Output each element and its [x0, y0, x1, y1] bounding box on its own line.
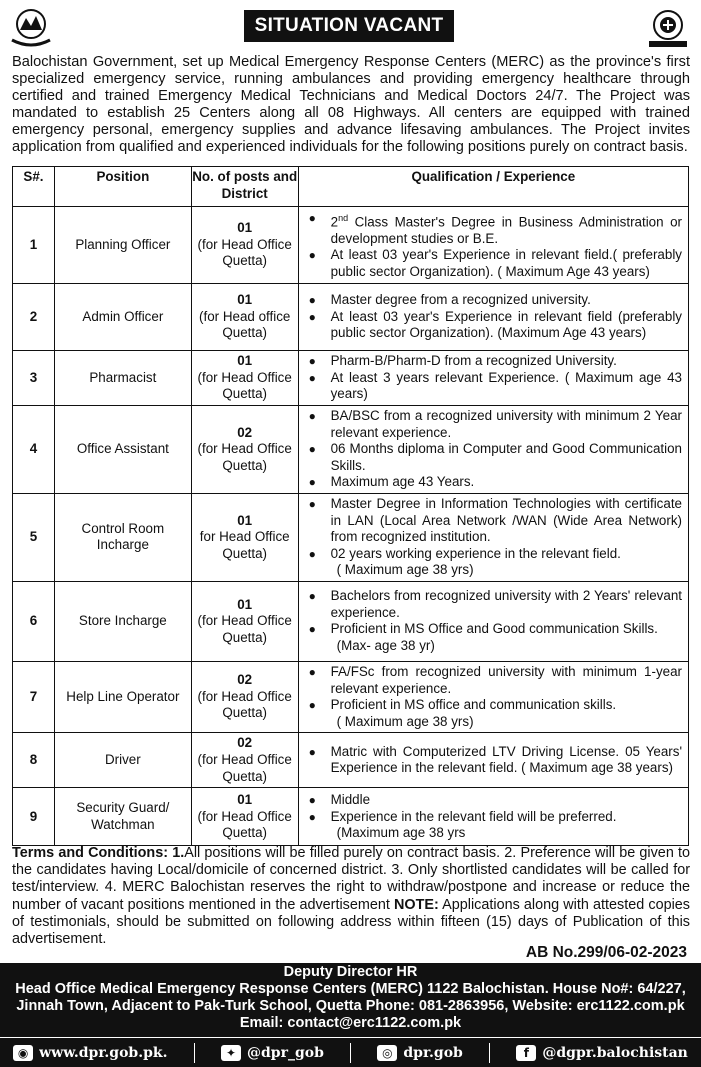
qualification-item	[303, 441, 682, 474]
qualification-text: Bachelors from recognized university with 2 Years' relevant experience.	[330, 588, 682, 620]
row-position: Control Room Incharge	[54, 493, 191, 581]
footer-address-line1: Head Office Medical Emergency Response Centers (MERC) 1122 Balochistan. House No#: 64/227,	[15, 981, 686, 997]
bullet-icon: ●	[308, 409, 316, 423]
table-row	[13, 284, 689, 351]
row-qualification	[298, 788, 688, 846]
row-posts	[191, 733, 298, 788]
posts-location: (for Head Office Quetta)	[197, 441, 292, 473]
note-text: Applications along with attested copies of testimonials, should be submitted on following address within fifteen (15) days of Publication of this advertisement.	[12, 896, 690, 948]
qualification-text: Proficient in MS office and communication skills.	[330, 697, 617, 713]
instagram-icon: ◎	[377, 1045, 397, 1061]
ordinal-suffix: nd	[338, 212, 349, 223]
facebook-text: @dgpr.balochistan	[542, 1044, 688, 1061]
table-row	[13, 351, 689, 406]
row-sno: 9	[13, 788, 55, 846]
bullet-icon: ●	[308, 475, 316, 490]
row-sno: 7	[13, 661, 55, 732]
qualification-item	[303, 697, 682, 714]
posts-location: (for Head Office Quetta)	[197, 613, 292, 645]
row-qualification	[298, 351, 688, 406]
qualification-note: (Max- age 38 yr)	[336, 638, 435, 654]
qualification-text: Middle	[330, 791, 371, 807]
row-qualification	[298, 284, 688, 351]
qualification-item	[303, 664, 682, 697]
globe-icon: ◉	[13, 1045, 33, 1061]
header-position: Position	[54, 167, 191, 207]
qualification-text: Pharm-B/Pharm-D from a recognized University.	[330, 353, 617, 369]
qualification-text: At least 3 years relevant Experience. ( Maximum age 43 years)	[330, 369, 682, 402]
facebook-icon: f	[516, 1045, 536, 1061]
footer-designation: Deputy Director HR	[283, 964, 418, 980]
qualification-item	[303, 474, 682, 491]
terms-label: Terms and Conditions: 1.	[12, 845, 185, 861]
qualification-note: ( Maximum age 38 yrs)	[336, 562, 474, 578]
qualification-item	[303, 292, 682, 309]
qualification-list	[303, 408, 682, 491]
qualification-item	[303, 809, 682, 826]
qualification-text: Proficient in MS Office and Good communication Skills.	[330, 621, 658, 637]
bullet-icon: ●	[308, 442, 316, 457]
qualification-text: Experience in the relevant field will be preferred.	[330, 808, 617, 824]
row-sno: 1	[13, 207, 55, 284]
facebook-link[interactable]	[516, 1045, 687, 1061]
qualification-text: Master degree from a recognized university.	[330, 292, 591, 308]
qualification-list	[303, 664, 682, 714]
qualification-item	[303, 588, 682, 621]
qualification-text: FA/FSc from recognized university with minimum 1-year relevant experience.	[330, 663, 682, 696]
qualification-text: Class Master's Degree in Business Administration or development studies or B.E.	[330, 214, 682, 246]
bullet-icon: ●	[308, 354, 316, 369]
qualification-list	[303, 210, 682, 281]
posts-location: (for Head Office Quetta)	[197, 369, 292, 402]
row-position: Pharmacist	[54, 351, 191, 406]
row-sno: 6	[13, 581, 55, 661]
posts-location: (for Head Office Quetta)	[197, 752, 292, 784]
website-link[interactable]	[13, 1045, 167, 1061]
ab-number: AB No.299/06-02-2023	[525, 944, 687, 961]
terms-and-conditions	[12, 845, 690, 948]
qualification-text: At least 03 year's Experience in relevant field.( preferably public sector Organization). ( Maximum Age 43 years)	[330, 247, 682, 279]
twitter-link[interactable]	[221, 1045, 324, 1061]
posts-count: 01	[237, 512, 253, 528]
social-bar	[0, 1038, 701, 1067]
posts-count: 01	[237, 596, 253, 612]
table-header-row	[13, 167, 689, 207]
row-posts	[191, 207, 298, 284]
posts-location: for Head Office Quetta)	[199, 529, 290, 561]
ordinal-number: 2	[330, 214, 339, 230]
qualification-item	[303, 621, 682, 638]
qualification-item	[303, 792, 682, 809]
qualification-note: (Maximum age 38 yrs	[336, 825, 466, 841]
posts-count: 01	[237, 220, 253, 236]
balochistan-govt-logo	[8, 8, 54, 48]
twitter-text: @dpr_gob	[246, 1044, 324, 1061]
qualification-item	[303, 744, 682, 777]
row-position: Admin Officer	[54, 284, 191, 351]
bullet-icon: ●	[308, 744, 316, 759]
row-qualification	[298, 493, 688, 581]
divider	[350, 1043, 351, 1063]
posts-count: 02	[237, 424, 253, 440]
posts-location: (for Head Office Quetta)	[197, 688, 292, 721]
posts-count: 01	[237, 791, 253, 807]
bullet-icon: ●	[308, 546, 316, 561]
posts-count: 01	[237, 353, 253, 369]
bullet-icon: ●	[308, 664, 316, 679]
row-sno: 5	[13, 493, 55, 581]
qualification-text: 02 years working experience in the relevant field.	[330, 545, 621, 561]
table-row	[13, 493, 689, 581]
row-posts	[191, 493, 298, 581]
table-row	[13, 733, 689, 788]
qualification-list	[303, 292, 682, 342]
row-posts	[191, 661, 298, 732]
intro-paragraph: Balochistan Government, set up Medical Emergency Response Centers (MERC) as the province's first specialized emergency service, running ambulances and providing emergency healthcare through certified and trained Emergency Medical Technicians and Medical Doctors 24/7. The Project was mandated to establish 25 Centers along all 08 Highways. All centers are equipped with trained emergency personal, emergency supplies and advance lifesaving ambulances. The Project invites application from qualified and experienced individuals for the following positions purely on contract basis.	[12, 54, 690, 156]
table-row	[13, 661, 689, 732]
row-sno: 8	[13, 733, 55, 788]
qualification-text: Maximum age 43 Years.	[330, 474, 475, 490]
row-posts	[191, 581, 298, 661]
qualification-list	[303, 353, 682, 403]
row-sno: 2	[13, 284, 55, 351]
qualification-text: Master Degree in Information Technologies with certificate in LAN (Local Area Network /WAN (Wide Area Network) from recognized institution.	[330, 495, 682, 545]
header-posts: No. of posts and District	[191, 167, 298, 207]
row-posts	[191, 351, 298, 406]
posts-count: 02	[237, 672, 253, 688]
row-posts	[191, 284, 298, 351]
row-sno: 4	[13, 406, 55, 494]
qualification-item	[303, 546, 682, 563]
row-position: Help Line Operator	[54, 661, 191, 732]
bullet-icon: ●	[308, 809, 316, 824]
row-position: Store Incharge	[54, 581, 191, 661]
note-label: NOTE:	[394, 896, 439, 913]
twitter-icon: ✦	[221, 1045, 241, 1061]
qualification-text: At least 03 year's Experience in relevant field (preferably public sector Organization). (Maximum Age 43 years)	[330, 308, 682, 341]
posts-count: 01	[237, 292, 253, 308]
row-qualification	[298, 207, 688, 284]
qualification-text: 06 Months diploma in Computer and Good Communication Skills.	[330, 441, 682, 473]
posts-count: 02	[237, 735, 253, 751]
table-row	[13, 406, 689, 494]
header	[0, 0, 701, 52]
positions-table	[12, 166, 689, 846]
qualification-item	[303, 408, 682, 441]
bullet-icon: ●	[308, 792, 316, 807]
table-row	[13, 788, 689, 846]
header-sno: S#.	[13, 167, 55, 207]
table-row	[13, 581, 689, 661]
posts-location: (for Head office Quetta)	[199, 308, 291, 341]
row-qualification	[298, 581, 688, 661]
page-title: SITUATION VACANT	[244, 10, 454, 42]
qualification-item	[303, 370, 682, 403]
merc-logo	[643, 8, 693, 50]
bullet-icon: ●	[308, 496, 316, 511]
row-position: Driver	[54, 733, 191, 788]
qualification-list	[303, 744, 682, 777]
footer-address	[0, 963, 701, 1037]
row-qualification	[298, 661, 688, 732]
bullet-icon: ●	[308, 309, 316, 324]
qualification-note: ( Maximum age 38 yrs)	[336, 713, 474, 729]
terms-text: All positions will be filled purely on contract basis. 2. Preference will be given to the candidates having Local/domicile of concerned district. 3. Only shortlisted candidates will be called for test/interview. 4. MERC Balochistan reserves the right to withdraw/postpone and increase or reduce the number of vacant positions mentioned in the advertisement	[12, 845, 691, 913]
qualification-item	[303, 496, 682, 546]
qualification-item	[303, 353, 682, 370]
instagram-link[interactable]	[377, 1045, 462, 1061]
qualification-item	[303, 247, 682, 280]
table-row	[13, 207, 689, 284]
row-posts	[191, 788, 298, 846]
qualification-text: BA/BSC from a recognized university with minimum 2 Year relevant experience.	[330, 408, 682, 440]
row-sno: 3	[13, 351, 55, 406]
bullet-icon: ●	[308, 370, 316, 385]
footer-address-line2: Jinnah Town, Adjacent to Pak-Turk School, Quetta Phone: 081-2863956, Website: erc1122.com.pk	[16, 998, 685, 1014]
divider	[489, 1043, 490, 1063]
header-qualification: Qualification / Experience	[298, 167, 688, 207]
instagram-text: dpr.gob	[403, 1044, 463, 1061]
website-text: www.dpr.gob.pk.	[39, 1044, 168, 1061]
qualification-list	[303, 496, 682, 562]
row-position: Planning Officer	[54, 207, 191, 284]
bullet-icon: ●	[308, 589, 316, 604]
qualification-list	[303, 588, 682, 638]
row-position: Security Guard/ Watchman	[54, 788, 191, 846]
row-qualification	[298, 406, 688, 494]
row-position: Office Assistant	[54, 406, 191, 494]
divider	[194, 1043, 195, 1063]
qualification-item	[303, 309, 682, 342]
posts-location: (for Head Office Quetta)	[197, 236, 292, 269]
qualification-list	[303, 792, 682, 825]
qualification-item	[303, 210, 682, 248]
bullet-icon: ●	[308, 293, 316, 308]
row-qualification	[298, 733, 688, 788]
bullet-icon: ●	[308, 248, 316, 263]
row-posts	[191, 406, 298, 494]
qualification-text: Matric with Computerized LTV Driving License. 05 Years' Experience in the relevant field. ( Maximum age 38 years)	[330, 743, 682, 776]
bullet-icon: ●	[308, 210, 316, 225]
posts-location: (for Head Office Quetta)	[197, 808, 292, 841]
bullet-icon: ●	[308, 698, 316, 713]
bullet-icon: ●	[308, 622, 316, 637]
footer-email: Email: contact@erc1122.com.pk	[239, 1015, 462, 1031]
